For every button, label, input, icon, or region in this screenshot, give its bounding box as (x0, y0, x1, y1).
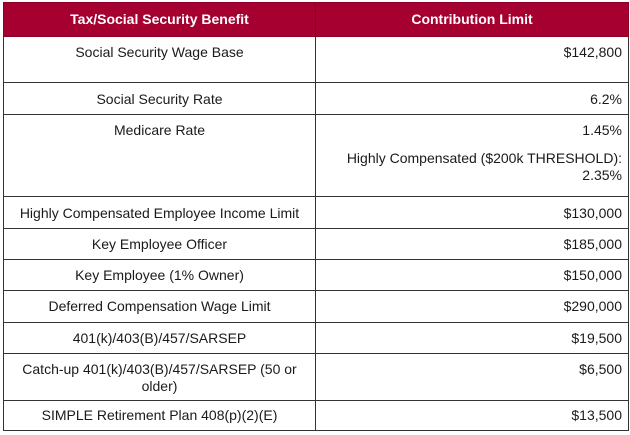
header-contribution-limit: Contribution Limit (316, 3, 629, 37)
table-header-row (4, 3, 629, 37)
limit-cell: $19,500 (316, 323, 629, 354)
header-benefit: Tax/Social Security Benefit (4, 3, 316, 37)
benefit-cell: Medicare Rate (4, 115, 316, 197)
table-row (4, 83, 629, 115)
benefit-cell: Catch-up 401(k)/403(B)/457/SARSEP (50 or older) (4, 354, 316, 401)
limit-cell: $150,000 (316, 260, 629, 291)
limit-cell: $6,500 (316, 354, 629, 401)
table-row (4, 37, 629, 83)
limit-cell: $185,000 (316, 229, 629, 260)
limit-cell: $142,800 (316, 37, 629, 83)
benefit-cell: Social Security Rate (4, 83, 316, 115)
benefit-cell: Highly Compensated Employee Income Limit (4, 197, 316, 229)
table-row (4, 197, 629, 229)
benefit-cell: 401(k)/403(B)/457/SARSEP (4, 323, 316, 354)
table-row (4, 260, 629, 291)
limit-value: 1.45% (582, 122, 622, 138)
benefit-cell: Deferred Compensation Wage Limit (4, 291, 316, 323)
table-row (4, 354, 629, 401)
table-row (4, 401, 629, 431)
table-row (4, 229, 629, 260)
benefit-cell: SIMPLE Retirement Plan 408(p)(2)(E) (4, 401, 316, 431)
table-row (4, 323, 629, 354)
limit-note: Highly Compensated ($200k THRESHOLD): 2.35% (346, 150, 622, 183)
benefit-cell: Social Security Wage Base (4, 37, 316, 83)
limit-cell: 6.2% (316, 83, 629, 115)
limit-cell (316, 115, 629, 197)
benefit-cell: Key Employee Officer (4, 229, 316, 260)
table-row (4, 291, 629, 323)
limit-cell: $290,000 (316, 291, 629, 323)
contribution-limits-table (3, 2, 629, 431)
limit-cell: $13,500 (316, 401, 629, 431)
table-row (4, 115, 629, 197)
limit-cell: $130,000 (316, 197, 629, 229)
benefit-cell: Key Employee (1% Owner) (4, 260, 316, 291)
